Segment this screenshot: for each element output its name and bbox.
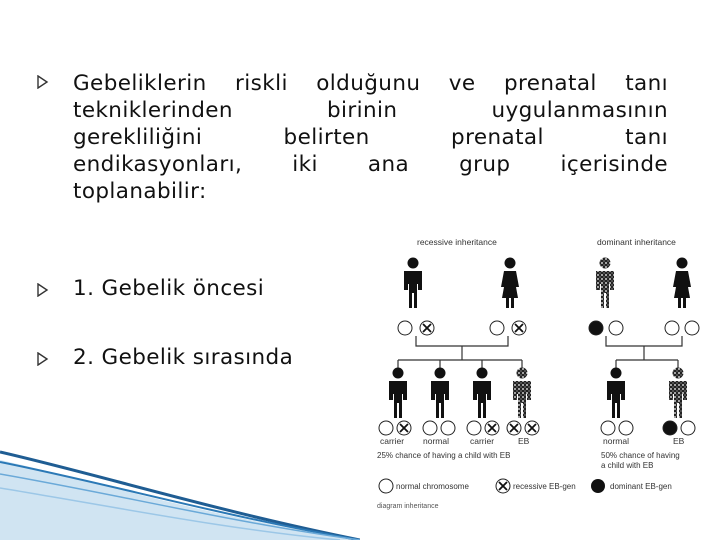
normal-chromosome-icon [685,321,699,335]
legend-recessive: recessive EB-gen [513,482,576,491]
normal-child-figure [431,368,449,419]
eb-label: EB [518,436,530,446]
paragraph-line: endikasyonları, iki ana grup içerisinde [73,152,668,177]
normal-child-figure [607,368,625,419]
carrier-child-figure [473,368,491,419]
normal-chromosome-icon [467,421,481,435]
dominant-gene-icon [589,321,603,335]
normal-label: normal [423,436,449,446]
normal-chromosome-icon [398,321,412,335]
recessive-chance-text: 25% chance of having a child with EB [377,451,511,460]
arrow-bullet-icon [37,75,49,89]
father-figure [404,258,422,309]
carrier-label: carrier [470,436,495,446]
recessive-title: recessive inheritance [417,237,497,247]
paragraph-line: gerekliliğini belirten prenatal tanı [73,125,668,150]
normal-chromosome-icon [379,479,393,493]
mother-figure [673,258,691,309]
legend-dominant: dominant EB-gen [610,482,672,491]
dominant-chance-text: 50% chance of having [601,451,680,460]
dominant-chance-text: a child with EB [601,461,654,470]
carrier-child-figure [389,368,407,419]
normal-chromosome-icon [601,421,615,435]
list-item-during-pregnancy: 2. Gebelik sırasında [73,345,294,370]
legend-normal: normal chromosome [396,482,469,491]
normal-label: normal [603,436,629,446]
list-item-before-pregnancy: 1. Gebelik öncesi [73,276,265,301]
inheritance-diagram [360,230,705,520]
dominant-title: dominant inheritance [597,237,676,247]
intro-paragraph [73,70,668,205]
affected-child-figure [513,368,531,419]
affected-child-figure [669,368,687,419]
normal-chromosome-icon [379,421,393,435]
arrow-bullet-icon [37,352,49,366]
dominant-gene-icon [663,421,677,435]
arrow-bullet-icon [37,283,49,297]
carrier-label: carrier [380,436,405,446]
decorative-swoosh [0,440,360,540]
paragraph-line: toplanabilir: [73,179,207,204]
normal-chromosome-icon [490,321,504,335]
normal-chromosome-icon [609,321,623,335]
mother-figure [501,258,519,309]
affected-father-figure [596,258,614,309]
eb-label: EB [673,436,685,446]
paragraph-line: tekniklerinden birinin uygulanmasının [73,98,668,123]
normal-chromosome-icon [423,421,437,435]
normal-chromosome-icon [665,321,679,335]
diagram-caption: diagram inheritance [377,503,439,510]
dominant-gene-icon [591,479,605,493]
normal-chromosome-icon [619,421,633,435]
normal-chromosome-icon [681,421,695,435]
normal-chromosome-icon [441,421,455,435]
paragraph-line: Gebeliklerin riskli olduğunu ve prenatal tanı [73,71,668,96]
